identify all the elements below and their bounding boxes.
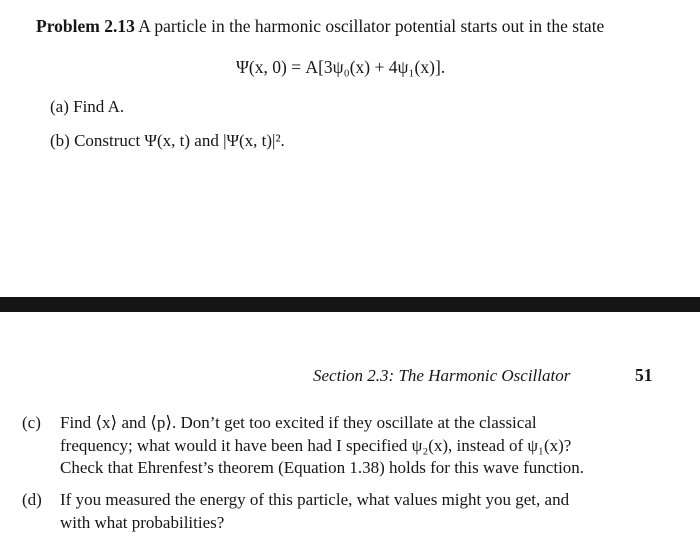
part-b-label: (b) <box>50 131 70 150</box>
problem-statement <box>36 16 604 37</box>
part-a-text: Find A. <box>73 97 125 116</box>
part-d-line: with what probabilities? <box>60 512 225 532</box>
part-a-label: (a) <box>50 97 69 116</box>
initial-state-equation: Ψ(x, 0) = A[3ψ₀(x) + 4ψ₁(x)]. <box>236 57 446 77</box>
part-d-label: (d) <box>22 490 42 509</box>
part-b-text: Construct Ψ(x, t) and |Ψ(x, t)|². <box>74 131 285 150</box>
part-a <box>50 97 124 117</box>
part-c-line: Check that Ehrenfest’s theorem (Equation 1.38) holds for this wave function. <box>60 458 585 477</box>
part-d <box>22 489 569 534</box>
part-d-line: If you measured the energy of this particle, what values might you get, and <box>60 490 570 509</box>
part-c-label: (c) <box>22 413 41 432</box>
part-c <box>22 412 584 480</box>
page-number: 51 <box>635 365 653 385</box>
problem-number: Problem 2.13 <box>36 16 135 36</box>
problem-text: A particle in the harmonic oscillator potential starts out in the state <box>138 16 605 36</box>
section-header: Section 2.3: The Harmonic Oscillator <box>313 366 571 385</box>
part-c-line: Find ⟨x⟩ and ⟨p⟩. Don’t get too excited if they oscillate at the classical <box>60 413 537 432</box>
part-c-line: frequency; what would it have been had I specified ψ₂(x), instead of ψ₁(x)? <box>60 435 572 455</box>
page-divider <box>0 297 700 312</box>
part-b <box>50 131 285 151</box>
